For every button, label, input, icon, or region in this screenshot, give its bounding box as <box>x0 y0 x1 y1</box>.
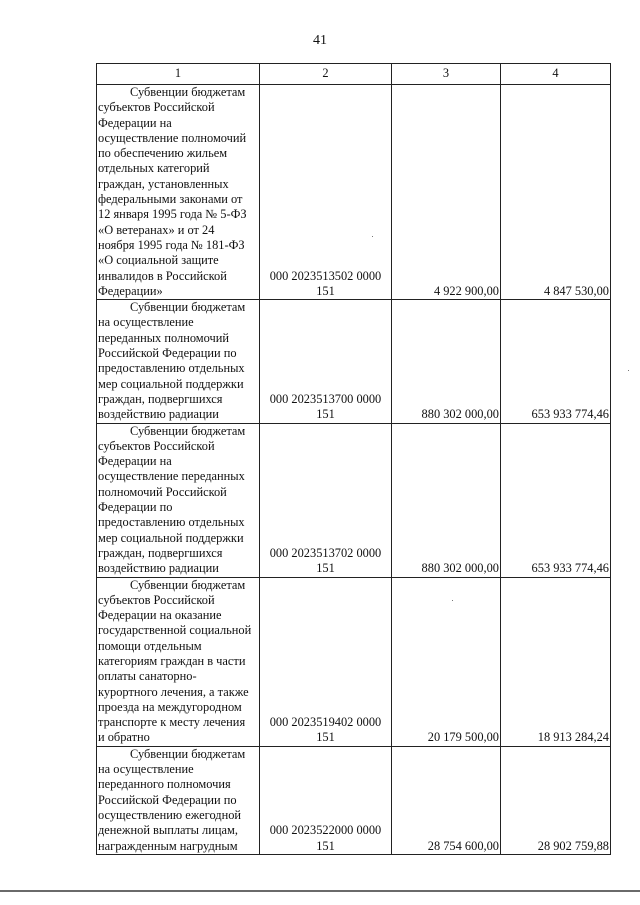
scan-speck <box>372 236 373 237</box>
name-line <box>98 346 258 361</box>
name-line-text: предоставлению отдельных <box>98 515 245 530</box>
name-line <box>98 424 258 439</box>
name-line-text: полномочий Российской <box>98 484 227 499</box>
name-line-text: граждан, подвергшихся <box>98 391 223 406</box>
name-line-text: Российской Федерации по <box>98 792 237 807</box>
table-row <box>97 746 611 854</box>
name-line <box>98 546 258 561</box>
name-line-text: предоставлению отдельных <box>98 361 245 376</box>
column-header-1: 1 <box>97 64 260 85</box>
name-line-text: по обеспечению жильем <box>98 146 228 161</box>
name-line-text: Субвенции бюджетам <box>130 85 246 99</box>
name-line-text: осуществление полномочий <box>98 130 247 145</box>
name-line-text: субъектов Российской <box>98 100 215 115</box>
name-line <box>98 793 258 808</box>
subvention-name-cell <box>97 85 260 300</box>
name-line <box>98 730 258 745</box>
name-line-text: Федерации на <box>98 454 172 469</box>
subvention-name-cell <box>97 577 260 746</box>
name-line-text: переданных полномочий <box>98 330 229 345</box>
name-line-text: Федерации на <box>98 115 172 130</box>
name-line <box>98 747 258 762</box>
amount-planned-cell: 880 302 000,00 <box>392 423 501 577</box>
table-row <box>97 423 611 577</box>
table-row <box>97 300 611 423</box>
table-row <box>97 85 611 300</box>
name-line <box>98 177 258 192</box>
name-line-text: Российской Федерации по <box>98 346 237 361</box>
name-line <box>98 392 258 407</box>
name-line <box>98 192 258 207</box>
budget-code-cell <box>260 85 392 300</box>
name-line <box>98 331 258 346</box>
name-line <box>98 207 258 222</box>
scan-speck <box>628 370 629 371</box>
column-header-4: 4 <box>501 64 611 85</box>
name-line <box>98 839 258 854</box>
amount-planned-cell: 880 302 000,00 <box>392 300 501 423</box>
name-line-text: федеральными законами от <box>98 192 243 207</box>
name-line-text: осуществлению ежегодной <box>98 807 242 822</box>
name-line-text: граждан, установленных <box>98 176 229 191</box>
name-line-text: воздействию радиации <box>98 561 219 576</box>
name-line <box>98 407 258 422</box>
amount-planned-cell: 28 754 600,00 <box>392 746 501 854</box>
amount-executed-cell: 653 933 774,46 <box>501 423 611 577</box>
name-line-text: награжденным нагрудным <box>98 838 238 853</box>
name-line-text: мер социальной поддержки <box>98 530 244 545</box>
name-line <box>98 623 258 638</box>
name-line-text: инвалидов в Российской <box>98 268 227 283</box>
name-line-text: категориям граждан в части <box>98 653 246 668</box>
budget-code-line: 000 2023522000 0000 <box>269 823 382 838</box>
name-line-text: граждан, подвергшихся <box>98 545 223 560</box>
budget-code-cell <box>260 746 392 854</box>
name-line <box>98 361 258 376</box>
name-line <box>98 116 258 131</box>
name-line <box>98 500 258 515</box>
column-header-3: 3 <box>392 64 501 85</box>
table-header-row <box>97 64 611 85</box>
budget-code-cell <box>260 577 392 746</box>
name-line-text: субъектов Российской <box>98 592 215 607</box>
name-line <box>98 485 258 500</box>
table-body <box>97 85 611 855</box>
name-line-text: оплаты санаторно- <box>98 669 197 684</box>
name-line <box>98 578 258 593</box>
budget-table <box>96 63 611 855</box>
budget-code-line: 151 <box>316 730 335 745</box>
name-line <box>98 700 258 715</box>
name-line <box>98 454 258 469</box>
name-line <box>98 561 258 576</box>
name-line-text: Федерации на оказание <box>98 608 222 623</box>
name-line <box>98 762 258 777</box>
budget-code-line: 000 2023513700 0000 <box>269 391 382 406</box>
name-line <box>98 654 258 669</box>
budget-code-line: 000 2023513702 0000 <box>269 545 382 560</box>
name-line-text: мер социальной поддержки <box>98 376 244 391</box>
name-line <box>98 469 258 484</box>
name-line-text: отдельных категорий <box>98 161 210 176</box>
name-line-text: Субвенции бюджетам <box>130 577 246 592</box>
name-line <box>98 269 258 284</box>
budget-code-cell <box>260 300 392 423</box>
budget-code-line: 151 <box>316 838 335 853</box>
subvention-name-cell <box>97 300 260 423</box>
name-line-text: Федерации по <box>98 500 173 515</box>
name-line-text: 12 января 1995 года № 5-ФЗ <box>98 207 247 222</box>
name-line <box>98 715 258 730</box>
name-line <box>98 639 258 654</box>
name-line-text: воздействию радиации <box>98 407 219 422</box>
scan-edge-line <box>0 890 640 892</box>
budget-code-cell <box>260 423 392 577</box>
name-line <box>98 161 258 176</box>
amount-planned-cell: 4 922 900,00 <box>392 85 501 300</box>
name-line-text: переданного полномочия <box>98 777 231 792</box>
budget-code-line: 151 <box>316 561 335 576</box>
name-line-text: Субвенции бюджетам <box>130 423 246 438</box>
name-line <box>98 685 258 700</box>
name-line <box>98 315 258 330</box>
amount-planned-cell: 20 179 500,00 <box>392 577 501 746</box>
name-line <box>98 669 258 684</box>
name-line <box>98 593 258 608</box>
name-line-text: на осуществление <box>98 762 194 777</box>
name-line <box>98 131 258 146</box>
name-line-text: Субвенции бюджетам <box>130 746 246 761</box>
table-row <box>97 577 611 746</box>
name-line-text: помощи отдельным <box>98 638 202 653</box>
name-line <box>98 253 258 268</box>
name-line <box>98 515 258 530</box>
amount-executed-cell: 653 933 774,46 <box>501 300 611 423</box>
name-line-text: транспорте к месту лечения <box>98 715 246 730</box>
name-line <box>98 238 258 253</box>
scan-speck <box>452 600 453 601</box>
name-line-text: проезда на междугородном <box>98 699 242 714</box>
budget-code-line: 151 <box>316 283 335 298</box>
name-line-text: и обратно <box>98 730 150 745</box>
name-line <box>98 531 258 546</box>
name-line <box>98 808 258 823</box>
amount-executed-cell: 18 913 284,24 <box>501 577 611 746</box>
name-line-text: на осуществление <box>98 315 194 330</box>
name-line <box>98 377 258 392</box>
name-line <box>98 85 258 100</box>
name-line <box>98 439 258 454</box>
name-line <box>98 777 258 792</box>
name-line <box>98 823 258 838</box>
name-line-text: Федерации» <box>98 283 163 298</box>
name-line <box>98 146 258 161</box>
name-line-text: денежной выплаты лицам, <box>98 823 238 838</box>
name-line-text: ноября 1995 года № 181-ФЗ <box>98 237 245 252</box>
name-line-text: субъектов Российской <box>98 438 215 453</box>
subvention-name-cell <box>97 423 260 577</box>
name-line <box>98 223 258 238</box>
budget-code-line: 000 2023513502 0000 <box>269 268 382 283</box>
name-line-text: осуществление переданных <box>98 469 245 484</box>
amount-executed-cell: 4 847 530,00 <box>501 85 611 300</box>
name-line-text: государственной социальной <box>98 623 252 638</box>
budget-code-line: 151 <box>316 407 335 422</box>
name-line <box>98 284 258 299</box>
column-header-2: 2 <box>260 64 392 85</box>
name-line-text: курортного лечения, а также <box>98 684 249 699</box>
name-line <box>98 100 258 115</box>
name-line-text: «О ветеранах» и от 24 <box>98 222 215 237</box>
name-line <box>98 300 258 315</box>
amount-executed-cell: 28 902 759,88 <box>501 746 611 854</box>
name-line-text: Субвенции бюджетам <box>130 300 246 315</box>
budget-code-line: 000 2023519402 0000 <box>269 715 382 730</box>
page-number: 41 <box>313 33 327 48</box>
subvention-name-cell <box>97 746 260 854</box>
name-line-text: «О социальной защите <box>98 253 219 268</box>
name-line <box>98 608 258 623</box>
